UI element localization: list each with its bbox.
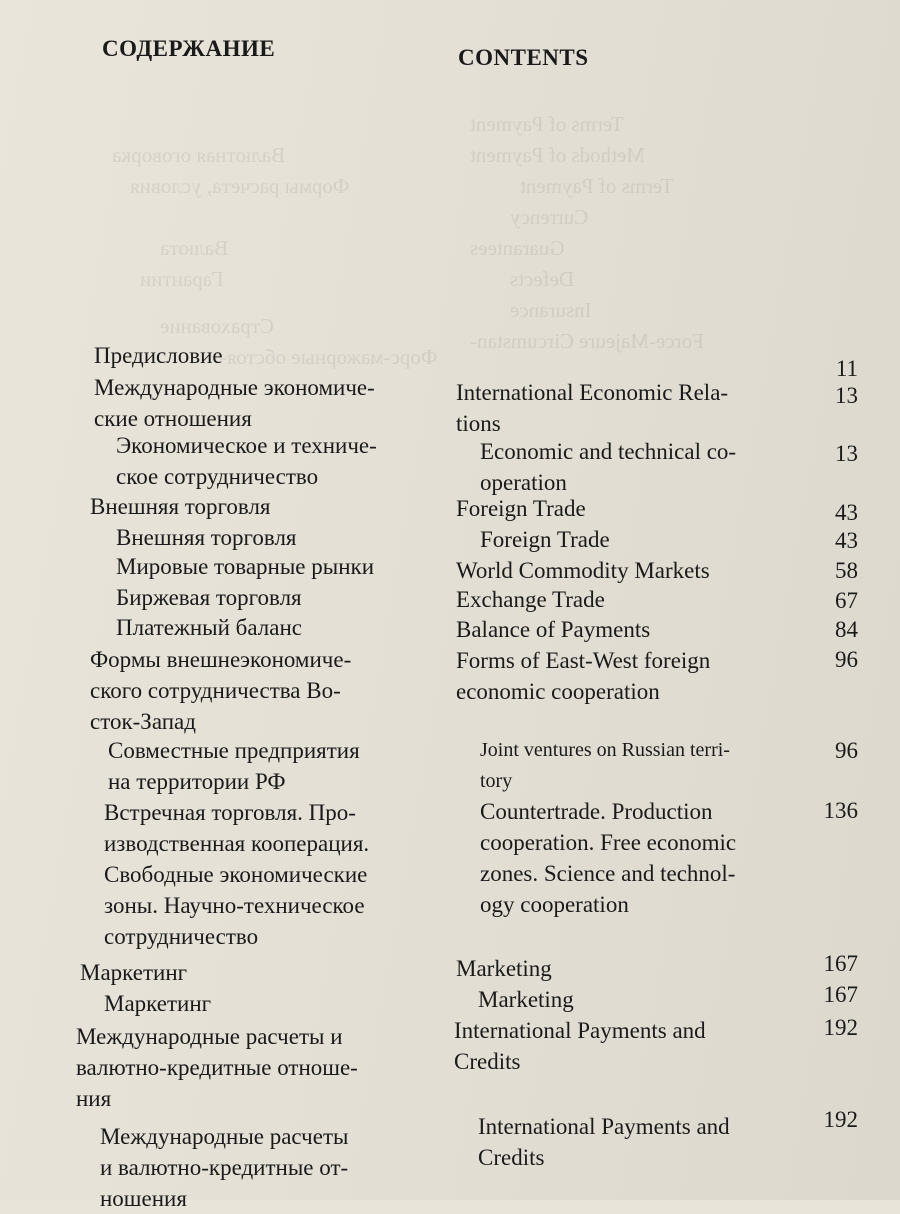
toc-entry-en: International Economic Rela- tions: [456, 380, 729, 436]
toc-entry-en: Forms of East-West foreign economic cooperation: [456, 648, 711, 704]
toc-entry-en: Economic and technical co- operation: [480, 439, 737, 495]
toc-entry-ru: Маркетинг: [80, 960, 188, 985]
toc-entry-ru: Совместные предприятия на территории РФ: [108, 738, 360, 794]
bleed-through-line: Methods of Payment: [470, 143, 645, 167]
toc-entry-en: Joint ventures on Russian terri- tory: [480, 739, 730, 792]
toc-entry-ru: Внешняя торговля: [90, 494, 271, 519]
toc-entry-ru: Экономическое и техниче- ское сотрудничество: [116, 433, 377, 489]
toc-page-number: 43: [835, 528, 858, 553]
toc-entry-en: Marketing: [456, 956, 552, 981]
bleed-through-line: Force-Majeure Circumstan-: [470, 329, 704, 353]
toc-page-number: 67: [835, 588, 858, 613]
bleed-through-line: Формы расчета, условия: [130, 174, 350, 198]
toc-entry-ru: Внешняя торговля: [116, 525, 297, 550]
toc-page-number: 13: [835, 383, 858, 408]
toc-entry-en: Balance of Payments: [456, 617, 651, 642]
bleed-through-line: Insurance: [510, 298, 592, 322]
bleed-through-line: Currency: [510, 205, 589, 229]
heading-ru: СОДЕРЖАНИЕ: [102, 36, 276, 61]
toc-entry-en: Foreign Trade: [456, 496, 586, 521]
toc-page-number: 192: [823, 1015, 858, 1040]
toc-page-number: 96: [835, 647, 858, 672]
toc-entry-en: World Commodity Markets: [456, 558, 710, 583]
bleed-through-line: Terms of Payment: [520, 174, 674, 198]
toc-page-number: 11: [835, 356, 858, 381]
toc-entry-en: Marketing: [478, 987, 574, 1012]
heading-en: CONTENTS: [458, 45, 589, 70]
toc-page-number: 167: [823, 982, 858, 1007]
toc-page-number: 136: [823, 798, 858, 823]
bleed-through-line: Форс-мажорные обстоя-: [220, 345, 438, 369]
toc-entry-en: Foreign Trade: [480, 527, 610, 552]
toc-entry-en: Countertrade. Production cooperation. Free economic zones. Science and technol- ogy cooperation: [480, 799, 737, 917]
toc-entry-en: International Payments and Credits: [478, 1114, 730, 1170]
toc-entry-ru: Биржевая торговля: [116, 585, 302, 610]
toc-entry-ru: Мировые товарные рынки: [116, 554, 375, 579]
toc-page-number: 13: [835, 441, 858, 466]
bleed-through-line: Валютная оговорка: [112, 143, 286, 167]
toc-page-number: 167: [823, 951, 858, 976]
toc-entry-ru: Формы внешнеэкономиче- ского сотрудничества Во- сток-Запад: [90, 647, 352, 734]
toc-page-number: 43: [835, 500, 858, 525]
bleed-through-line: Guarantees: [470, 236, 565, 260]
toc-entry-ru: Международные расчеты и валютно-кредитные от- ношения: [100, 1124, 349, 1211]
toc-entry-ru: Встречная торговля. Про- изводственная кооперация. Свободные экономические зоны. Научно-техническое сотрудничество: [104, 800, 370, 949]
toc-entry-ru: Платежный баланс: [116, 615, 302, 640]
toc-page-number: 58: [835, 558, 858, 583]
toc-entry-ru: Маркетинг: [104, 991, 212, 1016]
bleed-through-line: Гарантии: [140, 267, 224, 291]
toc-entry-ru: Международные расчеты и валютно-кредитные отноше- ния: [76, 1024, 358, 1111]
bleed-through-line: Валюта: [160, 236, 229, 260]
toc-entry-en: Exchange Trade: [456, 587, 605, 612]
bleed-through-line: Defects: [510, 267, 575, 291]
bleed-through-line: Страхование: [160, 314, 274, 338]
toc-page-number: 192: [823, 1107, 858, 1132]
toc-entry-ru: Международные экономиче- ские отношения: [94, 375, 375, 431]
bleed-through-line: Terms of Payment: [470, 112, 624, 136]
toc-page-number: 96: [835, 738, 858, 763]
toc-entry-en: International Payments and Credits: [454, 1018, 706, 1074]
toc-page-number: 84: [835, 617, 858, 642]
toc-entry-ru: Предисловие: [94, 343, 223, 368]
